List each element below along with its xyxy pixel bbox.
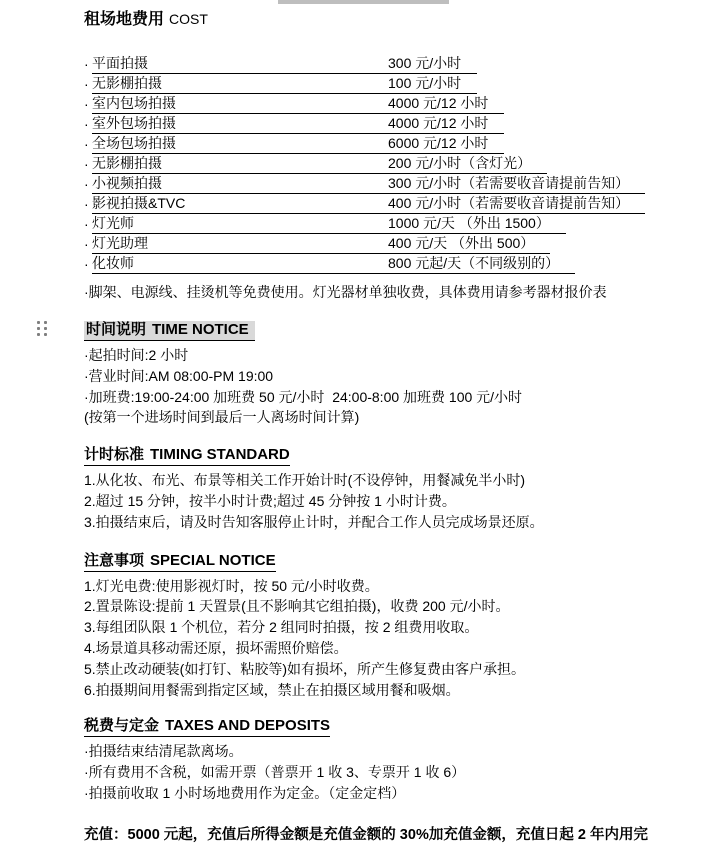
taxes-deposits-heading: 税费与定金 TAXES AND DEPOSITS (84, 717, 330, 737)
text-line: 3.拍摄结束后，请及时告知客服停止计时，并配合工作人员完成场景还原。 (84, 513, 544, 530)
text-line: 1.灯光电费:使用影视灯时，按 50 元/小时收费。 (84, 577, 379, 594)
price-value: 800 元起/天（不同级别的） (388, 255, 560, 271)
bullet: · (84, 136, 89, 152)
cost-section-title (84, 10, 701, 29)
timing-standard-section (84, 446, 701, 466)
bullet: · (84, 216, 89, 232)
bullet: · (84, 56, 89, 72)
price-value: 4000 元/12 小时 (388, 95, 489, 111)
price-value: 100 元/小时 (388, 75, 462, 91)
bullet: · (84, 76, 89, 92)
price-row (84, 94, 701, 114)
cost-title-en: COST (169, 11, 208, 27)
price-value: 300 元/小时 (388, 55, 462, 71)
bullet: · (84, 176, 89, 192)
bullet: · (84, 96, 89, 112)
price-row (84, 114, 701, 134)
special-notice-section (84, 552, 701, 572)
price-value: 4000 元/12 小时 (388, 115, 489, 131)
text-line: 4.场景道具移动需还原，损坏需照价赔偿。 (84, 639, 348, 656)
text-line: 2.置景陈设:提前 1 天置景(且不影响其它组拍摄)，收费 200 元/小时。 (84, 598, 510, 615)
document-content (84, 0, 701, 845)
price-item-label: 无影棚拍摄 (92, 155, 162, 171)
price-item-label: 全场包场拍摄 (92, 135, 176, 151)
time-notice-section (84, 321, 701, 341)
bullet: · (84, 196, 89, 212)
price-value: 300 元/小时（若需要收音请提前告知） (388, 175, 630, 191)
price-value: 400 元/天 （外出 500） (388, 235, 535, 251)
text-line: ·起拍时间:2 小时 (84, 347, 189, 363)
price-item-label: 小视频拍摄 (92, 175, 162, 191)
block-drag-handle-icon[interactable] (37, 321, 47, 336)
price-item-label: 平面拍摄 (92, 55, 148, 71)
price-value: 1000 元/天 （外出 1500） (388, 215, 550, 231)
bullet: · (84, 116, 89, 132)
text-line: ·拍摄结束结清尾款离场。 (84, 743, 243, 760)
price-item-label: 室内包场拍摄 (92, 95, 176, 111)
price-item-label: 影视拍摄&TVC (92, 195, 186, 211)
text-line: ·拍摄前收取 1 小时场地费用作为定金。（定金定档） (84, 784, 406, 801)
price-row (84, 194, 701, 214)
price-list (84, 54, 701, 274)
price-value: 200 元/小时（含灯光） (388, 155, 532, 171)
price-item-label: 灯光师 (92, 215, 134, 231)
free-equipment-note: ·脚架、电源线、挂烫机等免费使用。灯光器材单独收费，具体费用请参考器材报价表 (84, 284, 607, 300)
cost-title-zh: 租场地费用 (84, 11, 165, 28)
price-row (84, 254, 701, 274)
price-row (84, 174, 701, 194)
taxes-deposits-lines (84, 741, 701, 803)
price-item-label: 室外包场拍摄 (92, 115, 176, 131)
special-notice-lines (84, 576, 701, 701)
text-line: ·所有费用不含税，如需开票（普票开 1 收 3、专票开 1 收 6） (84, 764, 466, 781)
price-item-label: 化妆师 (92, 255, 134, 271)
bullet: · (84, 156, 89, 172)
text-line: 5.禁止改动硬装(如打钉、粘胶等)如有损坏，所产生修复费由客户承担。 (84, 660, 525, 677)
text-line: 2.超过 15 分钟，按半小时计费;超过 45 分钟按 1 小时计费。 (84, 492, 456, 509)
bullet: · (84, 256, 89, 272)
text-line: 3.每组团队限 1 个机位，若分 2 组同时拍摄，按 2 组费用收取。 (84, 619, 479, 636)
time-notice-lines (84, 345, 701, 428)
time-notice-heading: 时间说明 TIME NOTICE (84, 321, 255, 341)
price-value: 400 元/小时（若需要收音请提前告知） (388, 195, 630, 211)
text-line: (按第一个进场时间到最后一人离场时间计算) (84, 409, 360, 426)
timing-standard-heading: 计时标准 TIMING STANDARD (84, 446, 290, 466)
special-notice-heading: 注意事项 SPECIAL NOTICE (84, 552, 276, 572)
timing-standard-lines (84, 470, 701, 532)
price-item-label: 灯光助理 (92, 235, 148, 251)
text-line: ·加班费:19:00-24:00 加班费 50 元/小时 24:00-8:00 加班费 100 元/小时 (84, 388, 523, 405)
price-row (84, 74, 701, 94)
price-row (84, 54, 701, 74)
price-row (84, 234, 701, 254)
recharge-note: 充值：5000 元起，充值后所得金额是充值金额的 30%加充值金额，充值日起 2 年内用完 (84, 826, 648, 843)
bullet: · (84, 236, 89, 252)
price-item-label: 无影棚拍摄 (92, 75, 162, 91)
price-row (84, 214, 701, 234)
text-line: 6.拍摄期间用餐需到指定区域，禁止在拍摄区域用餐和吸烟。 (84, 681, 460, 698)
taxes-deposits-section (84, 717, 701, 737)
price-value: 6000 元/12 小时 (388, 135, 489, 151)
text-line: ·营业时间:AM 08:00-PM 19:00 (84, 367, 274, 384)
price-row (84, 134, 701, 154)
price-row (84, 154, 701, 174)
text-line: 1.从化妆、布光、布景等相关工作开始计时(不设停钟，用餐减免半小时) (84, 472, 525, 489)
